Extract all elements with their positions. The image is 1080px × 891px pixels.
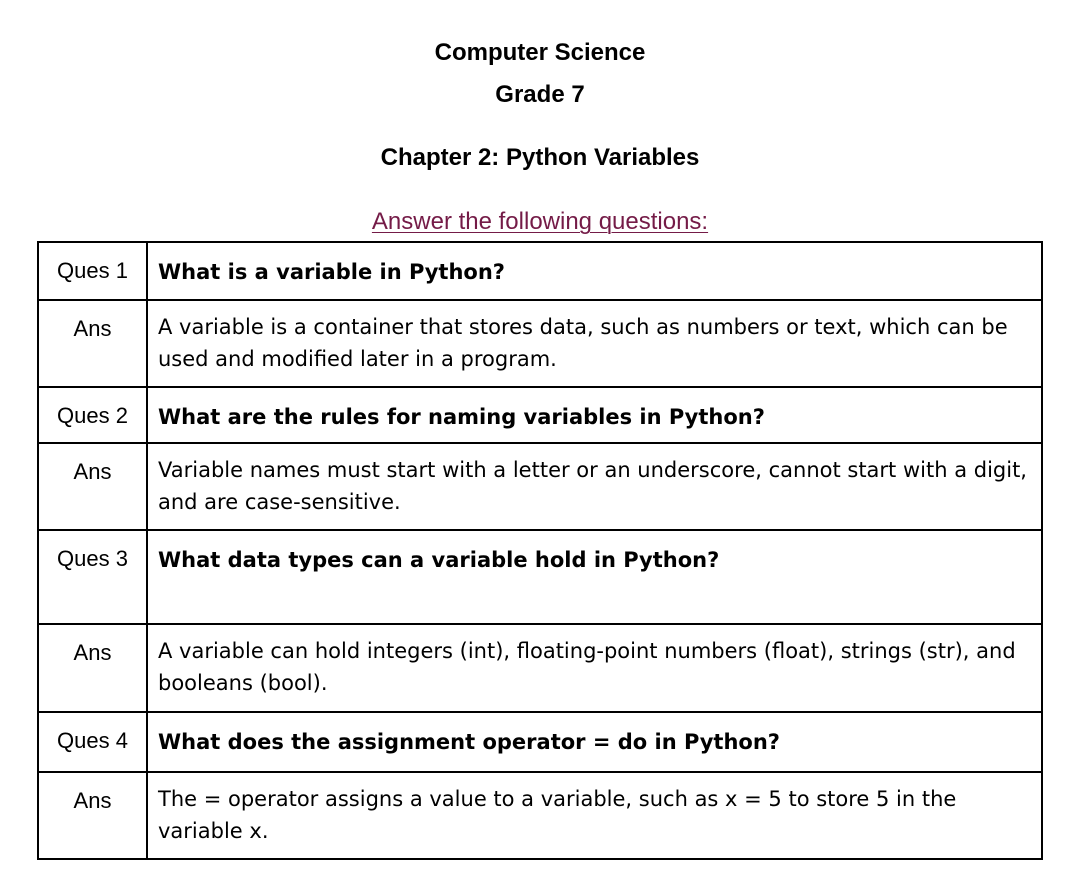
question-text-3: What data types can a variable hold in Python? <box>147 530 1042 624</box>
answer-label-3: Ans <box>38 624 147 712</box>
answer-row-2 <box>38 443 1042 530</box>
answer-text-4: The = operator assigns a value to a variable, such as x = 5 to store 5 in the variable x. <box>147 772 1042 859</box>
question-label-1: Ques 1 <box>38 242 147 300</box>
answer-label-4: Ans <box>38 772 147 859</box>
answer-row-1 <box>38 300 1042 387</box>
question-text-4: What does the assignment operator = do in Python? <box>147 712 1042 772</box>
answer-text-3: A variable can hold integers (int), floating-point numbers (float), strings (str), and booleans (bool). <box>147 624 1042 712</box>
question-row-3 <box>38 530 1042 624</box>
answer-row-3 <box>38 624 1042 712</box>
instruction-link[interactable]: Answer the following questions: <box>371 208 709 235</box>
question-label-2: Ques 2 <box>38 387 147 443</box>
subject-title: Computer Science <box>434 39 646 66</box>
question-row-4 <box>38 712 1042 772</box>
answer-label-2: Ans <box>38 443 147 530</box>
chapter-title: Chapter 2: Python Variables <box>380 144 700 171</box>
answer-text-2: Variable names must start with a letter or an underscore, cannot start with a digit, and are case-sensitive. <box>147 443 1042 530</box>
answer-text-1: A variable is a container that stores data, such as numbers or text, which can be used and modified later in a program. <box>147 300 1042 387</box>
question-label-4: Ques 4 <box>38 712 147 772</box>
question-text-1: What is a variable in Python? <box>147 242 1042 300</box>
question-row-1 <box>38 242 1042 300</box>
grade-title: Grade 7 <box>495 81 585 108</box>
question-label-3: Ques 3 <box>38 530 147 624</box>
question-row-2 <box>38 387 1042 443</box>
answer-label-1: Ans <box>38 300 147 387</box>
answer-row-4 <box>38 772 1042 859</box>
question-text-2: What are the rules for naming variables in Python? <box>147 387 1042 443</box>
qa-table <box>37 241 1043 860</box>
